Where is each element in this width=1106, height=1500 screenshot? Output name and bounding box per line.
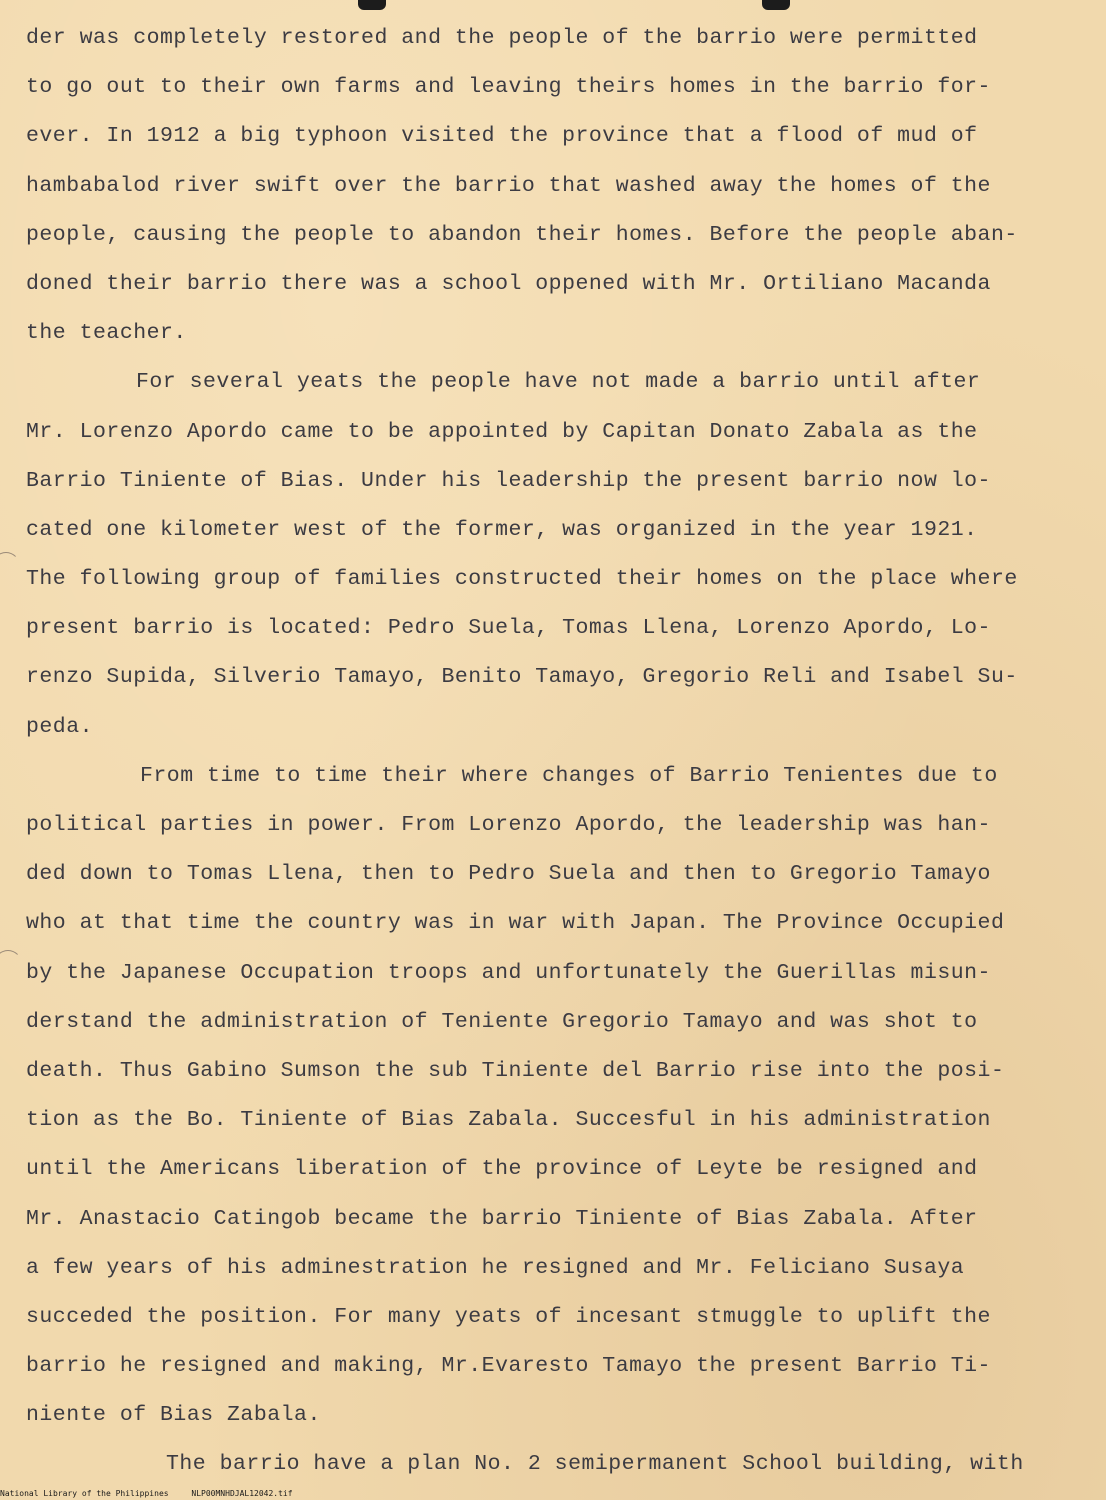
text-line: by the Japanese Occupation troops and unfortunately the Guerillas misun- [26, 960, 991, 985]
text-line: For several yeats the people have not made a barrio until after [136, 370, 981, 395]
text-line: tion as the Bo. Tiniente of Bias Zabala. Succesful in his administration [26, 1108, 991, 1133]
scan-footer [0, 1489, 311, 1498]
text-line: cated one kilometer west of the former, was organized in the year 1921. [26, 517, 978, 542]
text-line: hambabalod river swift over the barrio that washed away the homes of the [26, 173, 991, 198]
text-line: Mr. Anastacio Catingob became the barrio Tiniente of Bias Zabala. After [26, 1206, 978, 1231]
text-line: der was completely restored and the people of the barrio were permitted [26, 26, 978, 50]
text-line: peda. [26, 714, 94, 739]
text-line: ded down to Tomas Llena, then to Pedro Suela and then to Gregorio Tamayo [26, 862, 991, 887]
text-line: ever. In 1912 a big typhoon visited the province that a flood of mud of [26, 124, 978, 149]
text-line: to go out to their own farms and leaving theirs homes in the barrio for- [26, 75, 991, 100]
text-line: The barrio have a plan No. 2 semipermanent School building, with [166, 1452, 1024, 1477]
text-line: From time to time their where changes of Barrio Tenientes due to [140, 763, 998, 788]
binding-mark [762, 0, 790, 10]
footer-library: National Library of the Philippines [0, 1489, 169, 1498]
footer-filename: NLP00MNHDJAL12042.tif [191, 1489, 293, 1498]
text-line: political parties in power. From Lorenzo Apordo, the leadership was han- [26, 813, 991, 837]
text-line: doned their barrio there was a school oppened with Mr. Ortiliano Macanda [26, 271, 991, 296]
text-line: The following group of families constructed their homes on the place where [26, 567, 1018, 592]
punch-hole [0, 552, 20, 580]
typewritten-text [26, 14, 1096, 1490]
binding-mark [358, 0, 386, 10]
text-line: who at that time the country was in war with Japan. The Province Occupied [26, 911, 1005, 936]
text-line: Barrio Tiniente of Bias. Under his leadership the present barrio now lo- [26, 468, 991, 493]
text-line: barrio he resigned and making, Mr.Evaresto Tamayo the present Barrio Ti- [26, 1354, 991, 1379]
text-line: the teacher. [26, 321, 187, 346]
text-line: succeded the position. For many yeats of incesant stmuggle to uplift the [26, 1304, 991, 1329]
punch-hole [0, 950, 22, 978]
text-line: Mr. Lorenzo Apordo came to be appointed by Capitan Donato Zabala as the [26, 419, 978, 444]
text-line: death. Thus Gabino Sumson the sub Tiniente del Barrio rise into the posi- [26, 1058, 1005, 1083]
text-line: until the Americans liberation of the province of Leyte be resigned and [26, 1157, 978, 1182]
text-line: a few years of his adminestration he resigned and Mr. Feliciano Susaya [26, 1255, 965, 1280]
text-line: present barrio is located: Pedro Suela, Tomas Llena, Lorenzo Apordo, Lo- [26, 616, 991, 641]
text-line: derstand the administration of Teniente Gregorio Tamayo and was shot to [26, 1009, 978, 1034]
text-line: renzo Supida, Silverio Tamayo, Benito Tamayo, Gregorio Reli and Isabel Su- [26, 665, 1018, 690]
text-line: people, causing the people to abandon their homes. Before the people aban- [26, 222, 1018, 247]
text-line: niente of Bias Zabala. [26, 1403, 321, 1428]
